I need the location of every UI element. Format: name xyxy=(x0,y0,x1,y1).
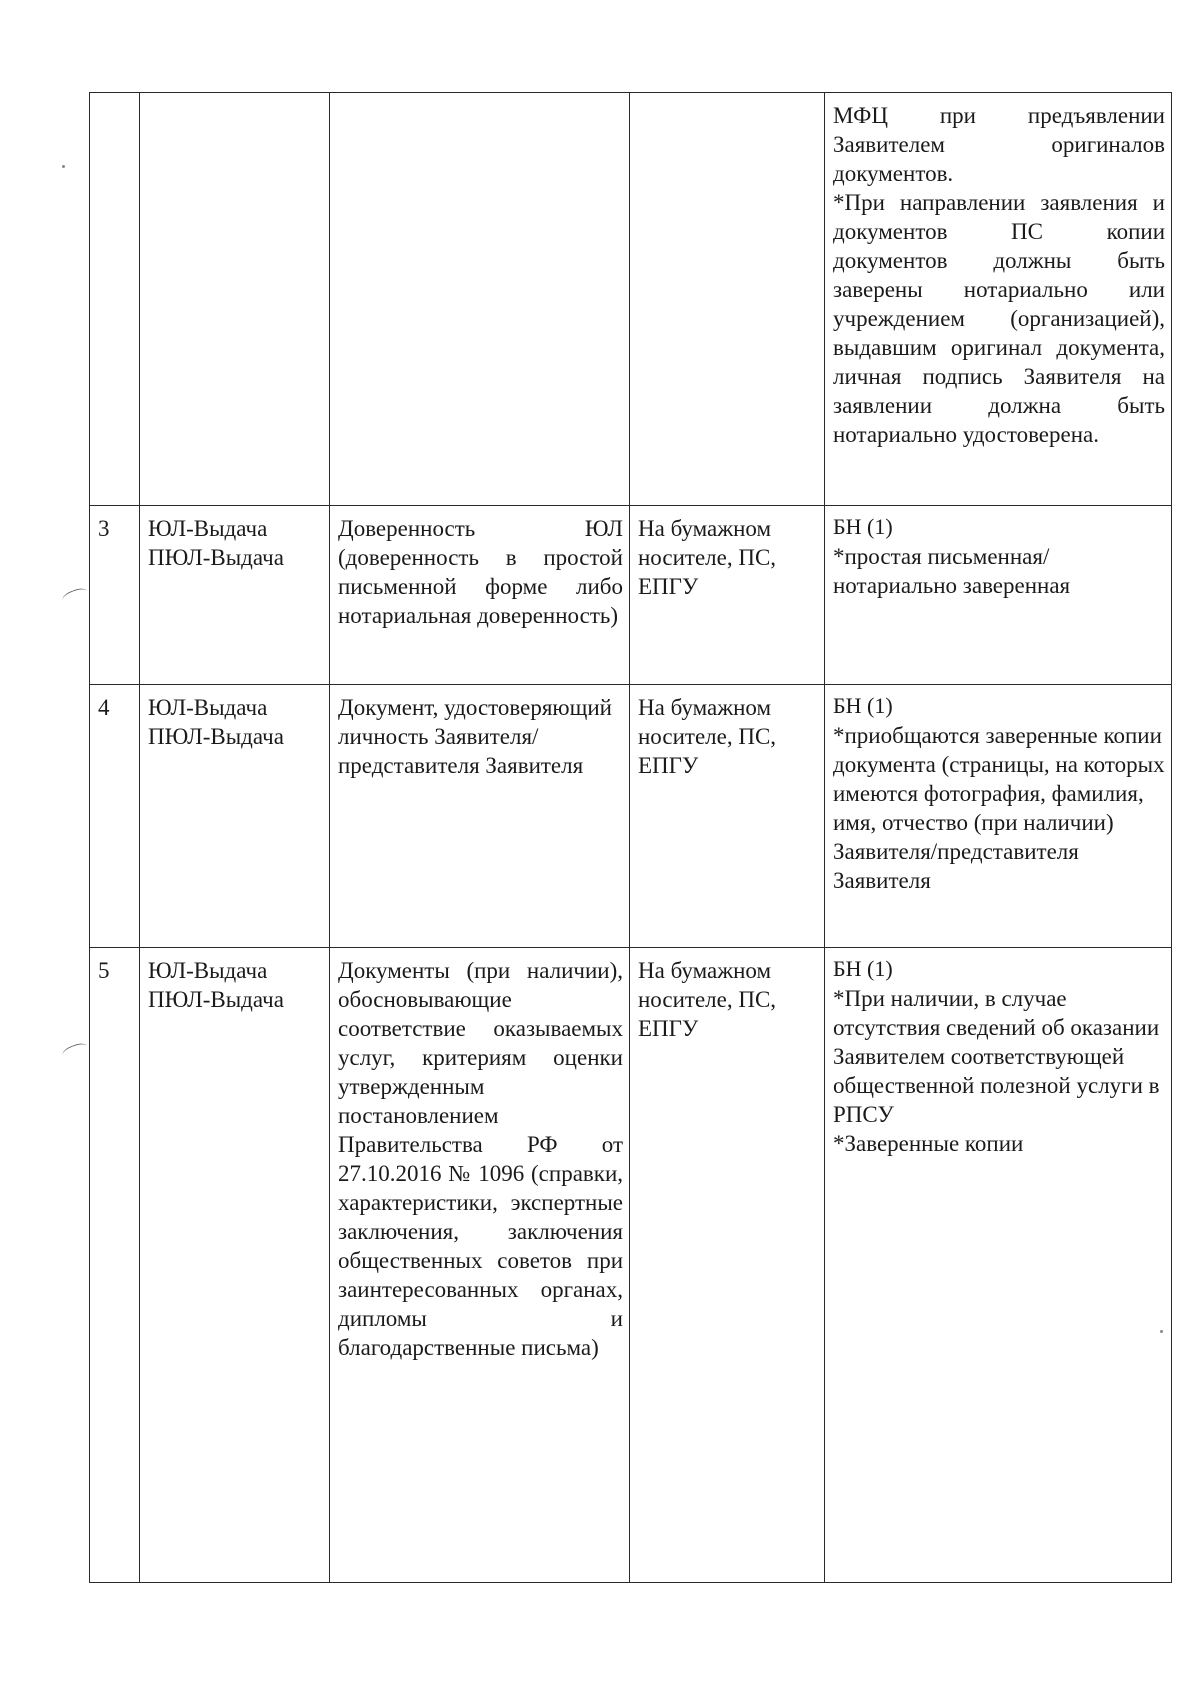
scan-artifact-mark xyxy=(61,586,89,605)
row-number: 3 xyxy=(90,506,140,685)
submission-form: На бумажном носителе, ПС, ЕПГУ xyxy=(638,958,777,1041)
document-name: Доверенность ЮЛ (доверенность в простой письменной форме либо нотариальная доверенность) xyxy=(338,516,623,628)
note-text: *приобщаются заверенные копии документа (страницы, на которых имеются фотография, фамилия, имя, отчество (при наличии) Заявителя/представителя Заявителя xyxy=(833,723,1165,893)
note-text: *простая письменная/нотариально заверенная xyxy=(833,544,1071,598)
table-row xyxy=(90,93,1172,506)
document-cell xyxy=(330,506,630,685)
document-name: Документы (при наличии), обосновывающие соответствие оказываемых услуг, критериям оценки утвержденным постановлением Правительства РФ от 27.10.2016 № 1096 (справки, характеристики, экспертные заключения, заключения общественных советов при заинтересованных органах, дипломы и благодарственные письма) xyxy=(338,958,623,1360)
document-cell xyxy=(330,685,630,948)
document-name: Документ, удостоверяющий личность Заявителя/представителя Заявителя xyxy=(338,695,612,778)
applicant-cell xyxy=(140,685,330,948)
note-head: БН (1) xyxy=(833,693,893,718)
applicant-cell xyxy=(140,506,330,685)
note-cell xyxy=(825,685,1172,948)
table-row xyxy=(90,506,1172,685)
applicant-type: ПЮЛ-Выдача xyxy=(148,987,284,1012)
form-cell xyxy=(630,506,825,685)
scan-artifact-mark xyxy=(61,1041,89,1060)
note-head: БН (1) xyxy=(833,956,893,981)
applicant-type: ПЮЛ-Выдача xyxy=(148,545,284,570)
row-number: 4 xyxy=(90,685,140,948)
form-cell xyxy=(630,948,825,1583)
form-cell xyxy=(630,685,825,948)
applicant-type: ЮЛ-Выдача xyxy=(148,695,268,720)
applicant-type: ЮЛ-Выдача xyxy=(148,516,268,541)
applicant-cell xyxy=(140,948,330,1583)
applicant-type: ПЮЛ-Выдача xyxy=(148,724,284,749)
note-cell xyxy=(825,948,1172,1583)
note-text: МФЦ при предъявлении Заявителем оригиналов документов. xyxy=(833,103,1165,186)
document-cell xyxy=(330,93,630,506)
documents-table xyxy=(89,92,1172,1583)
applicant-type: ЮЛ-Выдача xyxy=(148,958,268,983)
table-row xyxy=(90,948,1172,1583)
document-cell xyxy=(330,948,630,1583)
note-text: *Заверенные копии xyxy=(833,1131,1024,1156)
row-number: 5 xyxy=(90,948,140,1583)
submission-form: На бумажном носителе, ПС, ЕПГУ xyxy=(638,695,777,778)
row-number xyxy=(90,93,140,506)
note-text: *При направлении заявления и документов ПС копии документов должны быть заверены нотариально или учреждением (организацией), выдавшим оригинал документа, личная подпись Заявителя на заявлении должна быть нотариально удостоверена. xyxy=(833,190,1165,447)
applicant-cell xyxy=(140,93,330,506)
note-cell xyxy=(825,93,1172,506)
form-cell xyxy=(630,93,825,506)
submission-form: На бумажном носителе, ПС, ЕПГУ xyxy=(638,516,777,599)
note-cell xyxy=(825,506,1172,685)
scan-artifact-dot xyxy=(62,165,65,168)
note-text: *При наличии, в случае отсутствия сведений об оказании Заявителем соответствующей общественной полезной услуги в РПСУ xyxy=(833,986,1160,1127)
note-head: БН (1) xyxy=(833,514,893,539)
table-row xyxy=(90,685,1172,948)
